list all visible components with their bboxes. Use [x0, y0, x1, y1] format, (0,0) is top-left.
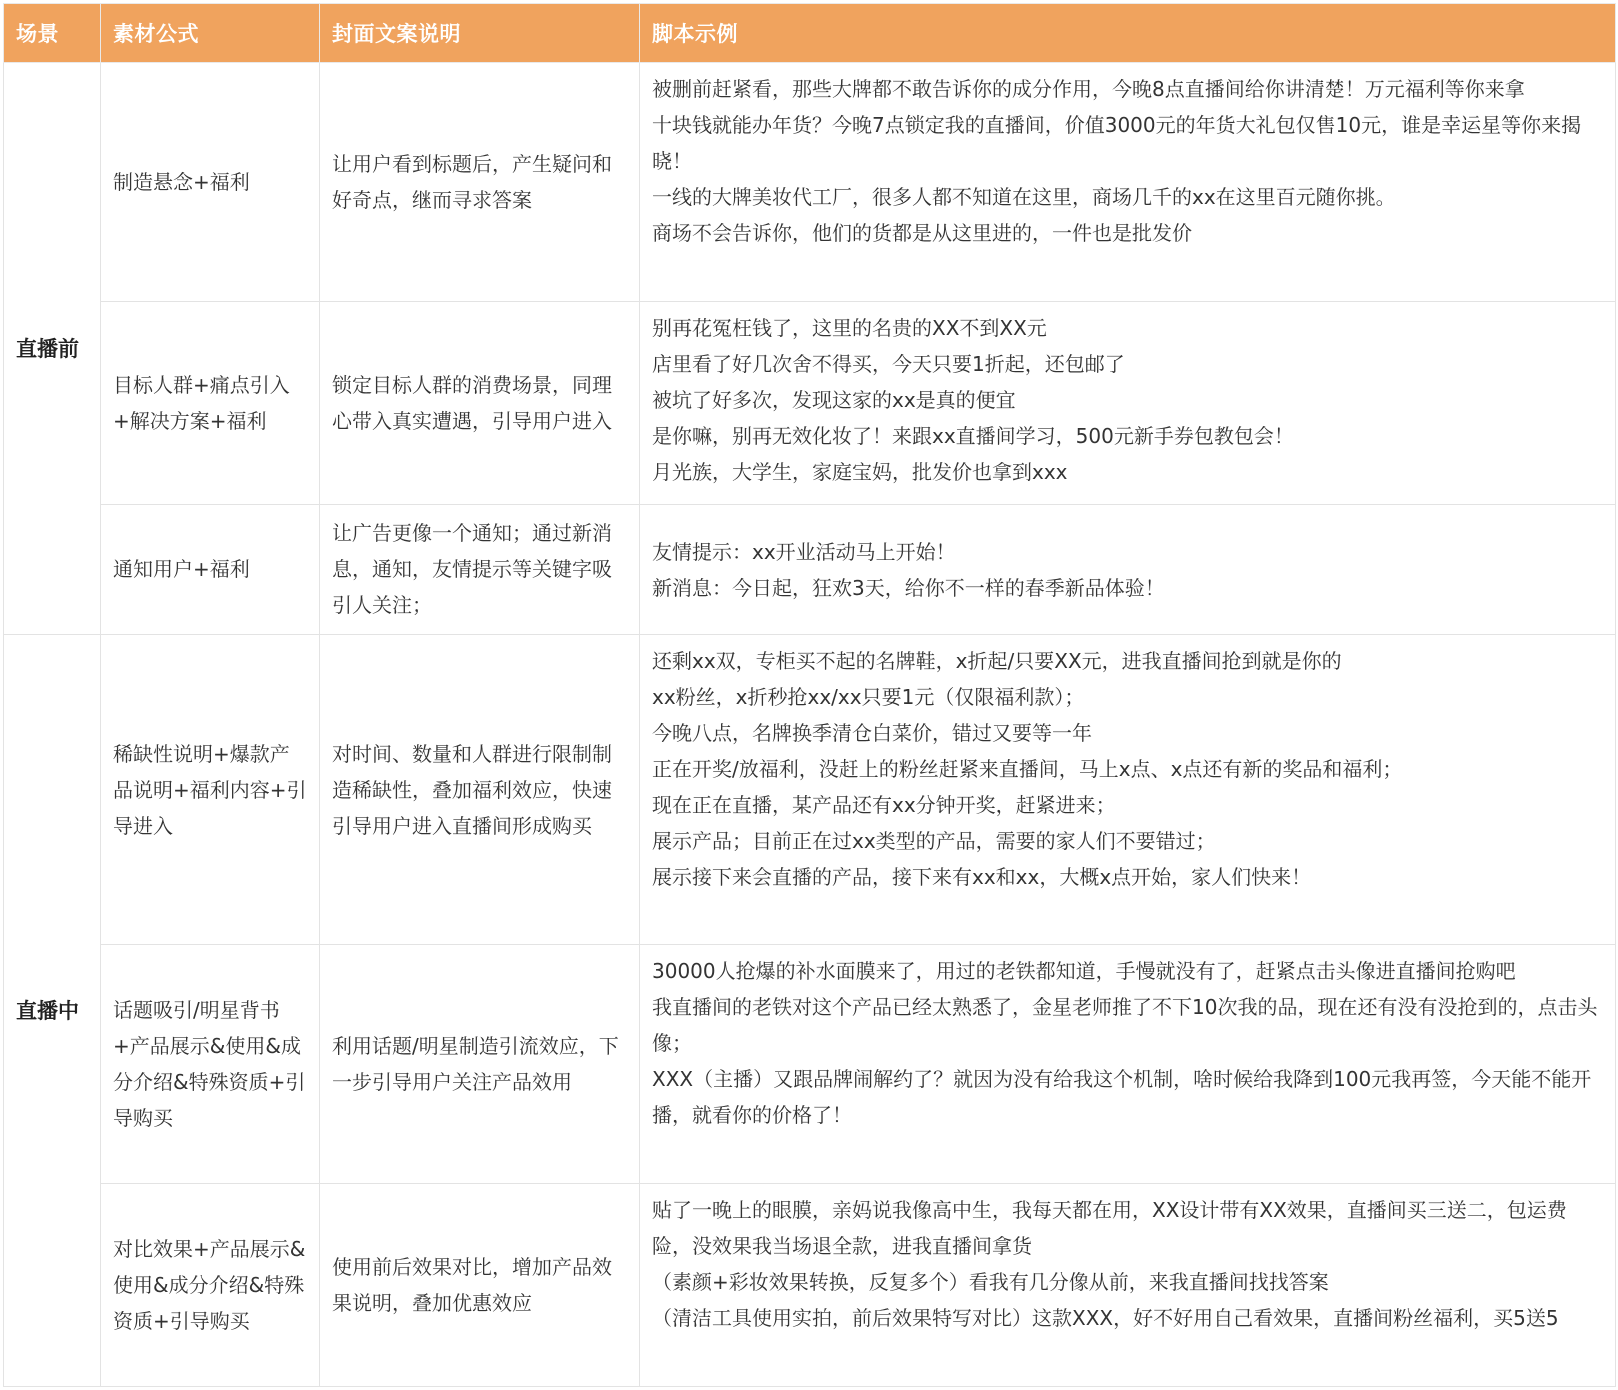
- script-cell: [640, 63, 1616, 302]
- table-header-row: [4, 4, 1616, 63]
- script-line: 展示产品；目前正在过xx类型的产品，需要的家人们不要错过；: [652, 829, 1216, 853]
- script-line: （清洁工具使用实拍，前后效果特写对比）这款XXX，好不好用自己看效果，直播间粉丝福利，买5送5: [652, 1306, 1559, 1331]
- script-cell: [640, 635, 1616, 945]
- scene-cell: 直播中: [4, 635, 101, 1387]
- script-cell: [640, 1184, 1616, 1387]
- script-line: 友情提示：xx开业活动马上开始！: [652, 540, 956, 565]
- formula-cell: 通知用户+福利: [101, 504, 320, 634]
- formula-cell: 目标人群+痛点引入+解决方案+福利: [101, 301, 320, 504]
- script-line: 30000人抢爆的补水面膜来了，用过的老铁都知道，手慢就没有了，赶紧点击头像进直播间抢购吧: [652, 959, 1516, 984]
- table-row: [4, 63, 1616, 302]
- script-line: 被坑了好多次，发现这家的xx是真的便宜: [652, 387, 1016, 412]
- script-line: 月光族，大学生，家庭宝妈，批发价也拿到xxx: [652, 459, 1068, 484]
- script-line: 现在正在直播，某产品还有xx分钟开奖，赶紧进来；: [652, 793, 1116, 817]
- table-row: [4, 1184, 1616, 1387]
- script-cell: [640, 504, 1616, 634]
- script-line: （素颜+彩妆效果转换，反复多个）看我有几分像从前，来我直播间找找答案: [652, 1270, 1329, 1295]
- script-line: 是你嘛，别再无效化妆了！来跟xx直播间学习，500元新手券包教包会！: [652, 423, 1294, 448]
- script-line: 还剩xx双，专柜买不起的名牌鞋，x折起/只要XX元，进我直播间抢到就是你的: [652, 649, 1342, 673]
- script-line: 我直播间的老铁对这个产品已经太熟悉了，金星老师推了不下10次我的品，现在还有没有没抢到的，点击头像；: [652, 995, 1598, 1056]
- table-row: [4, 635, 1616, 945]
- script-line: 贴了一晚上的眼膜，亲妈说我像高中生，我每天都在用，XX设计带有XX效果，直播间买三送二，包运费险，没效果我当场退全款，进我直播间拿货: [652, 1198, 1567, 1259]
- cover-cell: 让广告更像一个通知；通过新消息，通知，友情提示等关键字吸引人关注；: [320, 504, 640, 634]
- script-line: xx粉丝，x折秒抢xx/xx只要1元（仅限福利款）；: [652, 685, 1085, 709]
- script-line: 被删前赶紧看，那些大牌都不敢告诉你的成分作用，今晚8点直播间给你讲清楚！万元福利等你来拿: [652, 77, 1525, 101]
- header-script: 脚本示例: [640, 4, 1616, 63]
- script-cell: [640, 945, 1616, 1184]
- script-line: 今晚八点，名牌换季清仓白菜价，错过又要等一年: [652, 721, 1092, 745]
- script-cell: [640, 301, 1616, 504]
- live-stream-script-table: [3, 3, 1616, 1387]
- formula-cell: 话题吸引/明星背书+产品展示&使用&成分介绍&特殊资质+引导购买: [101, 945, 320, 1184]
- cover-cell: 利用话题/明星制造引流效应，下一步引导用户关注产品效用: [320, 945, 640, 1184]
- table-row: [4, 301, 1616, 504]
- table-row: [4, 945, 1616, 1184]
- cover-cell: 使用前后效果对比，增加产品效果说明，叠加优惠效应: [320, 1184, 640, 1387]
- cover-cell: 对时间、数量和人群进行限制制造稀缺性，叠加福利效应，快速引导用户进入直播间形成购买: [320, 635, 640, 945]
- cover-cell: 锁定目标人群的消费场景，同理心带入真实遭遇，引导用户进入: [320, 301, 640, 504]
- script-line: XXX（主播）又跟品牌闹解约了？就因为没有给我这个机制，啥时候给我降到100元我再签，今天能不能开播，就看你的价格了！: [652, 1067, 1592, 1128]
- script-line: 新消息：今日起，狂欢3天，给你不一样的春季新品体验！: [652, 576, 1165, 601]
- script-line: 十块钱就能办年货？今晚7点锁定我的直播间，价值3000元的年货大礼包仅售10元，谁是幸运星等你来揭晓！: [652, 113, 1582, 173]
- header-scene: 场景: [4, 4, 101, 63]
- script-line: 商场不会告诉你，他们的货都是从这里进的，一件也是批发价: [652, 221, 1192, 245]
- formula-cell: 制造悬念+福利: [101, 63, 320, 302]
- cover-cell: 让用户看到标题后，产生疑问和好奇点，继而寻求答案: [320, 63, 640, 302]
- script-line: 别再花冤枉钱了，这里的名贵的XX不到XX元: [652, 315, 1047, 340]
- script-line: 正在开奖/放福利，没赶上的粉丝赶紧来直播间，马上x点、x点还有新的奖品和福利；: [652, 757, 1403, 781]
- header-formula: 素材公式: [101, 4, 320, 63]
- formula-cell: 稀缺性说明+爆款产品说明+福利内容+引导进入: [101, 635, 320, 945]
- header-cover: 封面文案说明: [320, 4, 640, 63]
- scene-cell: 直播前: [4, 63, 101, 635]
- formula-cell: 对比效果+产品展示&使用&成分介绍&特殊资质+引导购买: [101, 1184, 320, 1387]
- script-line: 一线的大牌美妆代工厂，很多人都不知道在这里，商场几千的xx在这里百元随你挑。: [652, 185, 1396, 209]
- script-line: 店里看了好几次舍不得买，今天只要1折起，还包邮了: [652, 351, 1125, 376]
- table-frame: [3, 3, 1615, 1387]
- script-line: 展示接下来会直播的产品，接下来有xx和xx，大概x点开始，家人们快来！: [652, 865, 1312, 889]
- table-row: [4, 504, 1616, 634]
